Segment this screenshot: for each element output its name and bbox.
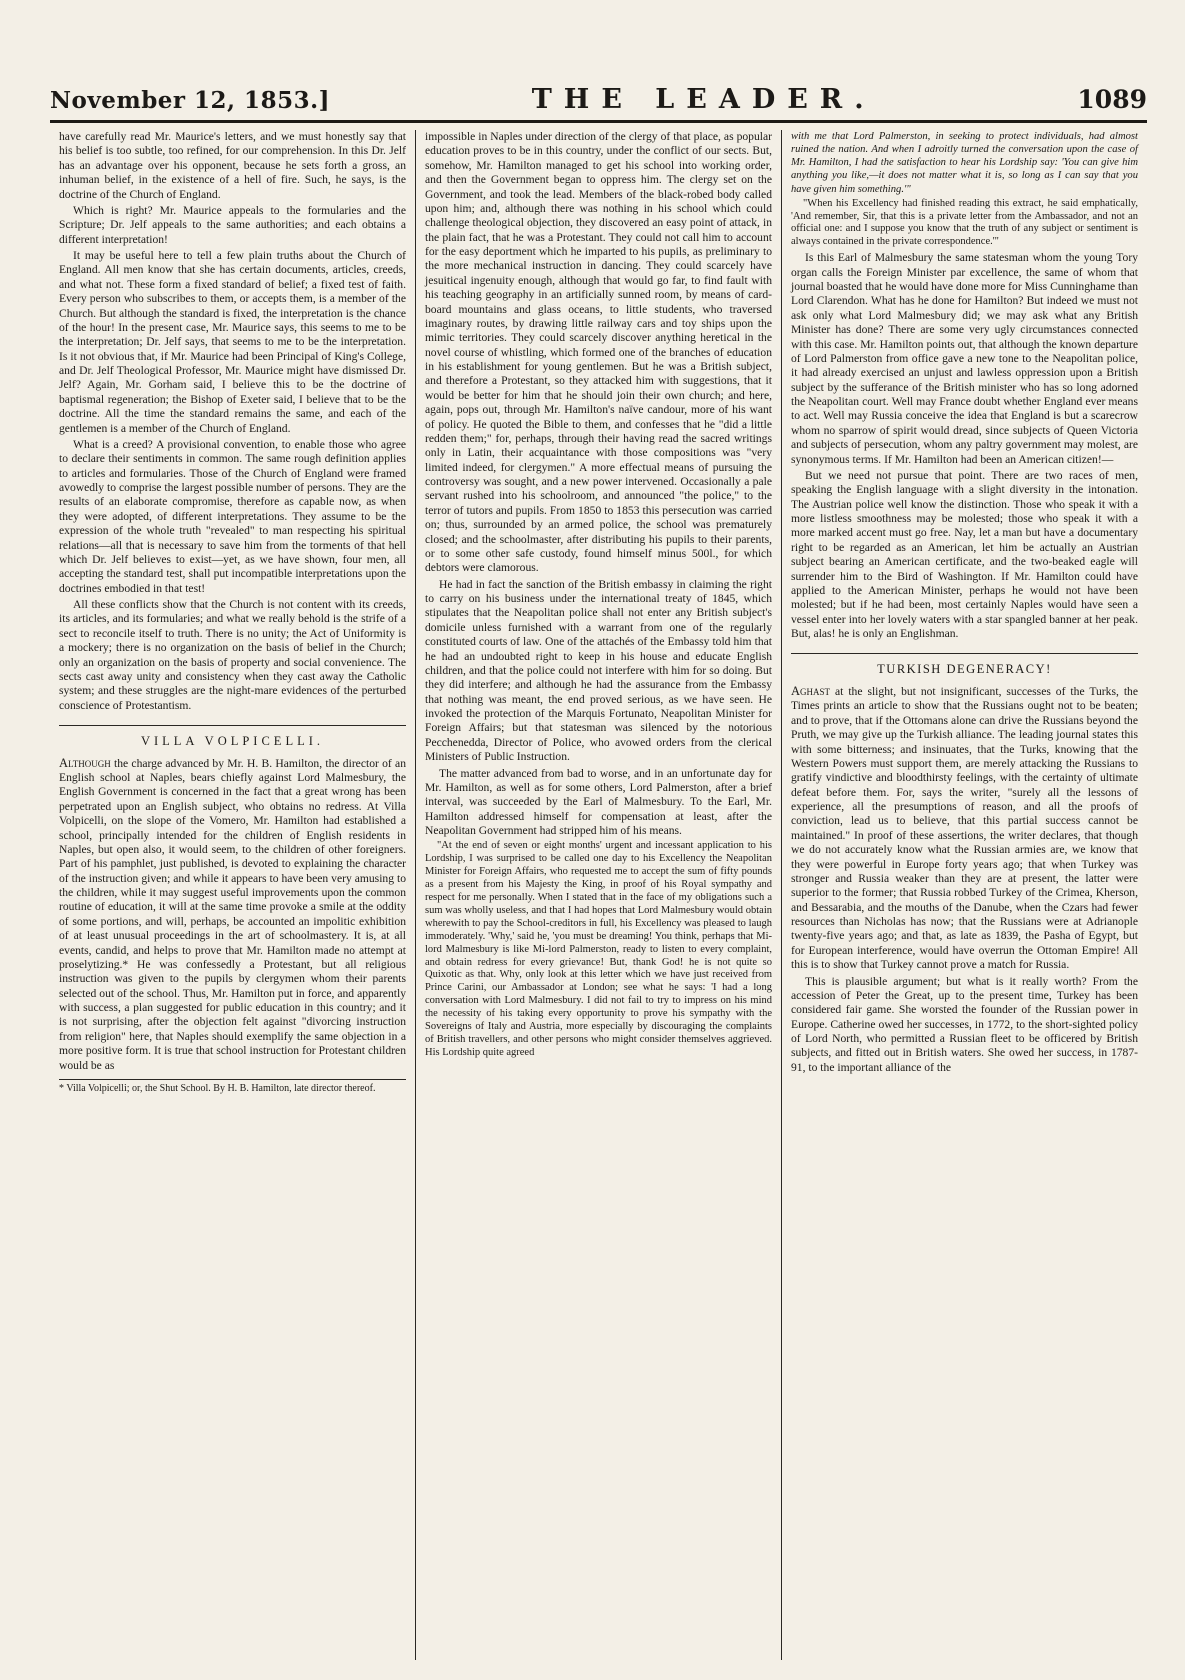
paragraph: But we need not pursue that point. There are two races of men, speaking the English language with a slight diversity in the intonation. The Austrian police well know the distinction. Those who speak it with a more listless smoothness may be molested; those who speak it with a more marked accent must go free. Nay, let a man but have a documentary right to be regarded as an American, let him be actually an Austrian subject bearing an American certificate, and the two-beaked eagle will surrender him to the Bird of Washington. If Mr. Hamilton could have applied to the American Minister, perhaps he would not have been molested; but if he had been, most certainly Naples would have seen a vessel enter into her lovely waters with a star spangled banner at her peak. But, alas! he is only an Englishman.	[791, 468, 1138, 640]
paragraph: It may be useful here to tell a few plain truths about the Church of England. All men know that she has certain documents, articles, creeds, and what not. These form a fixed standard of belief; a fixed test of faith. Every person who subscribes to them, or accepts them, is a member of the Church. But although the standard is fixed, the interpretation is the chance of the hour! In the present case, Mr. Maurice says, this seems to me to be the interpretation; Dr. Jelf says, that seems to me to be the interpretation. Is it not obvious that, if Mr. Maurice had been Principal of King's College, and Dr. Jelf Theological Professor, Mr. Maurice might have dismissed Dr. Jelf? Again, Mr. Gorham said, I believe this to be the doctrine of baptismal regeneration; the Bishop of Exeter said, I believe that to be the doctrine. All the time the standard remains the same, and each of the gentlemen is a member of the Church of England.	[59, 249, 406, 435]
article-columns	[50, 130, 1147, 1660]
quoted-letter: "At the end of seven or eight months' urgent and incessant application to his Lordship, I was surprised to be called one day to his Excellency the Neapolitan Minister for Foreign Affairs, who requested me to accept the sum of fifty pounds as a present from his Majesty the King, in proof of his Royal sympathy and respect for me personally. When I stated that in the face of my obligations such a sum was wholly useless, and that I had hopes that Lord Malmesbury would obtain wherewith to pay the School-creditors in full, his Excellency was pleased to laugh immoderately. 'Why,' said he, 'you must be dreaming! You think, perhaps that Mi-lord Malmesbury is like Mi-lord Palmerston, ready to listen to every complaint, and obtain redress for every grievance! But, thank God! he is not quite so Quixotic as that. Why, only look at this letter which we have just received from Prince Carini, our Ambassador at London; see what he says: 'I had a long conversation with Lord Malmesbury. I did not fail to try to impress on his mind the necessity of his taking every opportunity to prove his sympathy with the Sovereigns of Italy and Austria, more especially by discouraging the complaints of British travellers, and other persons who might consider themselves aggrieved. His Lordship quite agreed	[425, 840, 772, 1058]
paragraph	[791, 684, 1138, 973]
paragraph: The matter advanced from bad to worse, and in an unfortunate day for Mr. Hamilton, as well as for some others, Lord Palmerston, after a brief interval, was succeeded by the Earl of Malmesbury. To the Earl, Mr. Hamilton addressed himself for compensation at least, after the Neapolitan Government had stripped him of his means.	[425, 766, 772, 837]
paragraph: He had in fact the sanction of the British embassy in claiming the right to carry on his business under the international treaty of 1845, which stipulates that the Neapolitan police shall not enter any British subject's domicile unless furnished with a warrant from one of the regularly constituted courts of law. One of the attachés of the Embassy told him that he had an undoubted right to keep in his house and educate English children, and that the police could not interfere with him for so doing. But they did interfere; and although he had the assurance from the Embassy that nothing was meant, the end proved serious, as we have seen. He invoked the protection of the Marquis Fortunato, Neapolitan Minister for Foreign Affairs; but that statesman was silenced by the notorious Pecchenedda, Director of Police, who avowed orders from the clerical Ministers of Public Instruction.	[425, 577, 772, 764]
newspaper-title: THE LEADER.	[531, 84, 876, 115]
drop-word: Although	[59, 755, 111, 770]
masthead	[50, 80, 1147, 123]
paragraph: have carefully read Mr. Maurice's letters, and we must honestly say that his belief is too subtle, too refined, for our comprehension. In this Dr. Jelf has an advantage over his opponent, because he sets forth a gross, an inhuman belief, in the existence of a hell of fire. Such, he says, is the doctrine of the Church of England.	[59, 130, 406, 201]
paragraph: All these conflicts show that the Church is not content with its creeds, its articles, and its formularies; and what we really behold is the strife of a sect to reconcile itself to truth. There is no unity; the Act of Uniformity is a mockery; there is no organization on the basis of belief in the Church; only an organization on the basis of property and social convenience. The sects cast away unity and consistency when they cast away the Catholic system; and these struggles are the night-mare evidences of the perturbed conscience of Protestantism.	[59, 598, 406, 712]
column-3	[781, 130, 1147, 1660]
column-1	[50, 130, 415, 1660]
paragraph: impossible in Naples under direction of the clergy of that place, as popular education proves to be in this country, under the conflict of our sects. But, somehow, Mr. Hamilton managed to get his school into working order, and then the Government began to oppress him. The clergy set on the Government, and took the lead. Members of the black-robed body called upon him; and, although there was nothing in his school which could challenge theological objection, they discovered an easy point of attack, in the plain fact, that he was a Protestant. They could not call him to account for the easy deportment which he imparted to his pupils, as preliminary to the more mechanical instruction in dancing. They could scarcely have jesuitical ingenuity enough, although that would go far, to find fault with his teaching geography in an artificially sunned room, by means of card-board mountains and glass oceans, to little students, who traversed imaginary routes, by drawing little railway cars and toy ships upon the mimic territories. They could scarcely discover anything heretical in the novel course of whistling, which formed one of the branches of education in his establishment for young gentlemen. But he was a British subject, and therefore a Protestant, so they attacked him with suggestions, that it would be better for him that he should join their own church; and here, again, pops out, through Mr. Hamilton's naïve candour, more of his want of policy. He quoted the Bible to them, and confesses that he "did a little redden them;" for, perhaps, through their having read the sacred writings only in Latin, their acquaintance with those compositions was "very limited indeed, for clergymen." A more effectual means of pursuing the controversy was sought, and a new power intervened. Occasionally a pale servant rushed into his schoolroom, and announced "the police," to the terror of tutors and pupils. From 1850 to 1853 this persecution was carried on; thus, surrounded by an armed police, the school was prematurely closed; and the schoolmaster, after distributing his pupils to their parents, or to some other safe custody, found himself minus 500l., for which debtors were clamorous.	[425, 130, 772, 575]
issue-date: November 12, 1853.]	[50, 87, 330, 114]
section-heading-villa-volpicelli: VILLA VOLPICELLI.	[59, 725, 406, 750]
paragraph: Which is right? Mr. Maurice appeals to the formularies and the Scripture; Dr. Jelf appeals to the same authorities; and each obtains a different interpretation!	[59, 203, 406, 246]
quoted-letter-continued: with me that Lord Palmerston, in seeking to protect individuals, had almost ruined the nation. And when I adroitly turned the conversation upon the case of Mr. Hamilton, I had the satisfaction to hear his Lordship say: 'You can give him anything you like,—it does not matter what it is, so long as I can say that you have given him something.'"	[791, 131, 1138, 195]
paragraph: What is a creed? A provisional convention, to enable those who agree to declare their sentiments in common. The same rough definition applies to articles and formularies. Those of the Church of England were framed avowedly to comprise the largest possible number of persons. They are the results of an elaborate compromise, therefore as capable now, as when they were adopted, of different interpretations. They assume to be the expression of the whole truth "revealed" to man respecting his spiritual relations—all that is necessary to save him from the torments of that hell which Dr. Jelf believes to exist—yet, as we have shown, four men, all accepting the standard test, shall put incompatible interpretations upon the doctrines embodied in that test!	[59, 437, 406, 595]
footnote: * Villa Volpicelli; or, the Shut School. By H. B. Hamilton, late director thereof.	[59, 1079, 406, 1095]
paragraph: Is this Earl of Malmesbury the same statesman whom the young Tory organ calls the Foreign Minister par excellence, the same of whom that journal boasted that he would have done more for Miss Cunninghame than Lord Clarendon. What has he done for Hamilton? But indeed we must not ask only what Lord Malmesbury did; we may ask what any British Minister has done? There are some very ugly circumstances connected with this case. Mr. Hamilton points out, that although the known departure of Lord Palmerston from office gave a new tone to the Neapolitan police, it had already exercised an unjust and lawless oppression upon a British subject by the sufferance of the British minister who has so long adorned the Neapolitan court. Well may France doubt whether England ever means to act. Well may Russia conceive the idea that England is but a scarecrow whom no sparrow of spirit would dread, since subjects of Queen Victoria and subjects of persecution, whom any paltry government may molest, are synonymous terms. If Mr. Hamilton had been an American citizen!—	[791, 251, 1138, 466]
section-heading-turkish-degeneracy: TURKISH DEGENERACY!	[791, 653, 1138, 678]
paragraph-body: the charge advanced by Mr. H. B. Hamilton, the director of an English school at Naples, bears chiefly against Lord Malmesbury, the English Government is concerned in the fact that a great wrong has been perpetrated upon an English subject, who obtains no redress. At Villa Volpicelli, on the slope of the Vomero, Mr. Hamilton had established a school, principally intended for the children of English residents in Naples, but open also, it would seem, to the children of other foreigners. Part of his pamphlet, just published, is devoted to explaining the character of the instruction given; and while it appears to have been very amusing to the children, while it may suggest useful improvements upon the common routine of education, it will at the same time provoke a smile at the oddity of some portions, and will, perhaps, be accounted an impolitic exhibition of at least unusual proceedings in the art of schoolmastery. It is, at all events, candid, and helps to prove that Mr. Hamilton made no attempt at proselytizing.* He was confessedly a Protestant, but all religious instruction was given to the pupils by clergymen whom their parents selected out of the school. Thus, Mr. Hamilton put in force, and apparently with success, a plan suggested for public education in this country; and it is not surprising, after the objection felt against "divorcing instruction from religion" here, that Naples should exemplify the same objection in a more positive form. It is true that school instruction for Protestant children would be as	[59, 756, 406, 1072]
paragraph-body: at the slight, but not insignificant, successes of the Turks, the Times prints an article to show that the Russians ought not to be beaten; and to prove, that if the Ottomans alone can drive the Russians beyond the Pruth, we may give up the Turkish alliance. The leading journal states this with some bitterness; and insinuates, that the Turks, knowing that the Western Powers must support them, are merely attacking the Russians to gratify vindictive and bloodthirsty feelings, with the certainty of ultimate defeat before them. For, says the writer, "surely all the lessons of experience, all the presumptions of reason, and all the proofs of conviction, lead us to believe, that this partial success cannot be maintained." In proof of these assertions, the writer declares, that though we do not accurately know what the Russian armies are, we know that they were powerful in Europe forty years ago; that when Turkey was stronger and Russia weaker than they are at present, the latter were superior to the former; that Russia robbed Turkey of the Crimea, Kherson, and Bessarabia, and the mouths of the Danube, when the Czars had fewer resources than Nicholas has now; that the Russians were at Adrianople twenty-five years ago; and that, as late as 1839, the Pasha of Egypt, but for European interference, would have overrun the Ottoman Empire! All this is to show that Turkey cannot prove a match for Russia.	[791, 684, 1138, 972]
drop-word: Aghast	[791, 683, 831, 698]
quoted-letter: "When his Excellency had finished reading this extract, he said emphatically, 'And remember, Sir, that this is a private letter from the Ambassador, and not an official one: and I suppose you know that the truth of any subject or sentiment is always contained in the private correspondence.'"	[791, 197, 1138, 248]
column-2	[415, 130, 781, 1660]
paragraph	[59, 756, 406, 1073]
page-number: 1089	[1077, 85, 1147, 114]
paragraph: This is plausible argument; but what is it really worth? From the accession of Peter the Great, up to the present time, Turkey has been considered fair game. She worsted the founder of the Russian power in Europe. Catherine owed her successes, in 1772, to the short-sighted policy of Lord North, who permitted a Russian fleet to be officered by British subjects, and fitted out in British waters. She owed her success, in 1787-91, to the important alliance of the	[791, 974, 1138, 1074]
